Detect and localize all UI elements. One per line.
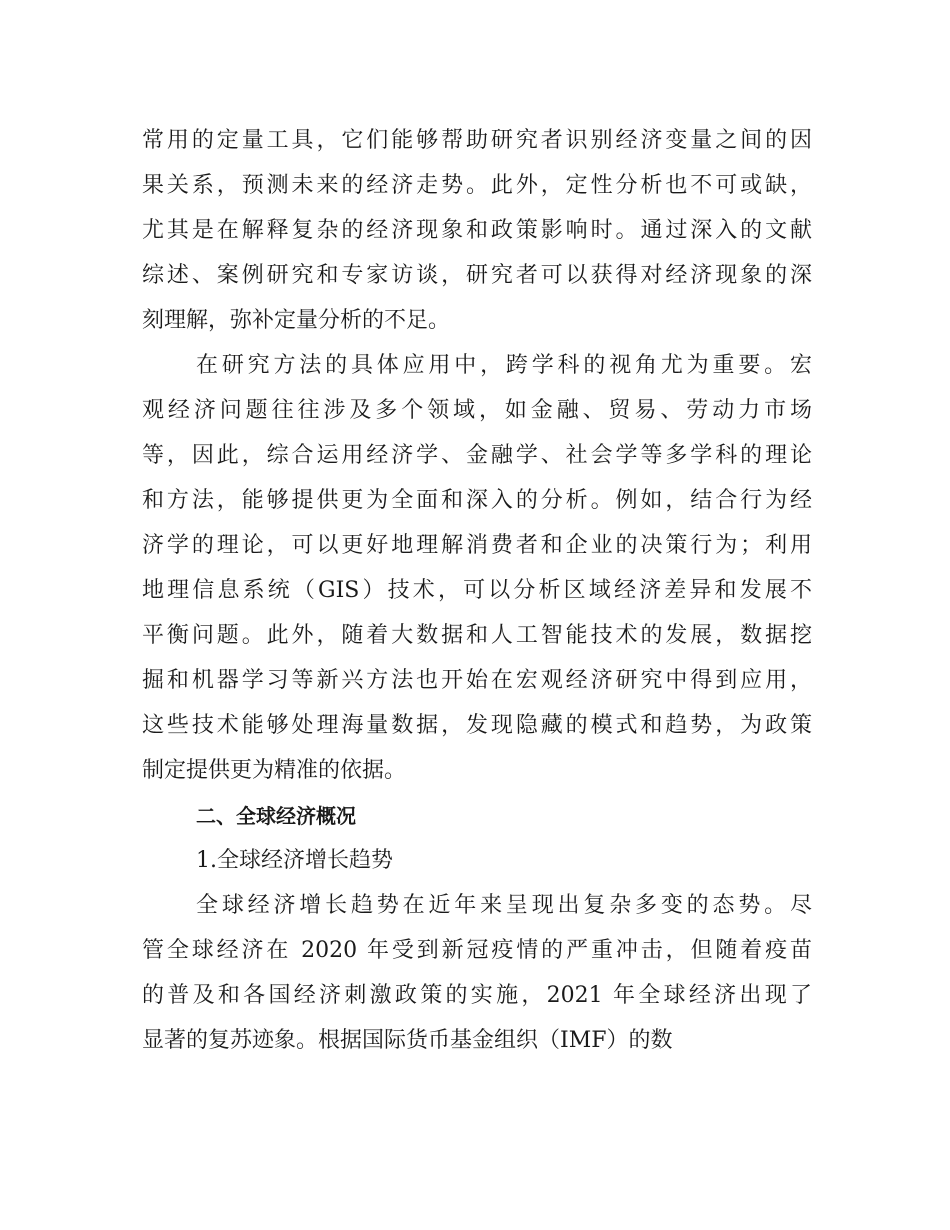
text-line: 观经济问题往往涉及多个领域，如金融、贸易、劳动力市场 — [142, 398, 812, 423]
text-line: 果关系，预测未来的经济走势。此外，定性分析也不可或缺， — [142, 173, 812, 198]
text-line: 综述、案例研究和专家访谈，研究者可以获得对经济现象的深 — [142, 263, 812, 288]
text-line: 平衡问题。此外，随着大数据和人工智能技术的发展，数据挖 — [142, 623, 812, 648]
text-line: 地理信息系统（GIS）技术，可以分析区域经济差异和发展不 — [142, 578, 812, 603]
text-line: 这些技术能够处理海量数据，发现隐藏的模式和趋势，为政策 — [142, 713, 812, 738]
text-line: 刻理解，弥补定量分析的不足。 — [142, 308, 451, 333]
paragraph — [142, 883, 812, 1063]
paragraph — [142, 118, 812, 343]
text-line: 等，因此，综合运用经济学、金融学、社会学等多学科的理论 — [142, 443, 812, 468]
text-line: 掘和机器学习等新兴方法也开始在宏观经济研究中得到应用， — [142, 668, 812, 693]
text-line: 常用的定量工具，它们能够帮助研究者识别经济变量之间的因 — [142, 128, 812, 153]
text-line: 尤其是在解释复杂的经济现象和政策影响时。通过深入的文献 — [142, 218, 812, 243]
text-line: 和方法，能够提供更为全面和深入的分析。例如，结合行为经 — [142, 488, 812, 513]
document-body — [142, 118, 812, 1063]
subsection-heading: 1.全球经济增长趋势 — [196, 848, 393, 873]
text-line: 管全球经济在 2020 年受到新冠疫情的严重冲击，但随着疫苗 — [142, 938, 812, 963]
text-line: 的普及和各国经济刺激政策的实施，2021 年全球经济出现了 — [142, 983, 812, 1008]
text-line: 制定提供更为精准的依据。 — [142, 758, 407, 783]
section-heading: 二、全球经济概况 — [196, 804, 356, 828]
text-line: 济学的理论，可以更好地理解消费者和企业的决策行为；利用 — [142, 533, 812, 558]
paragraph — [142, 343, 812, 793]
text-line: 在研究方法的具体应用中，跨学科的视角尤为重要。宏 — [196, 353, 812, 378]
text-line: 全球经济增长趋势在近年来呈现出复杂多变的态势。尽 — [196, 893, 812, 918]
text-line: 显著的复苏迹象。根据国际货币基金组织（IMF）的数 — [142, 1028, 673, 1053]
